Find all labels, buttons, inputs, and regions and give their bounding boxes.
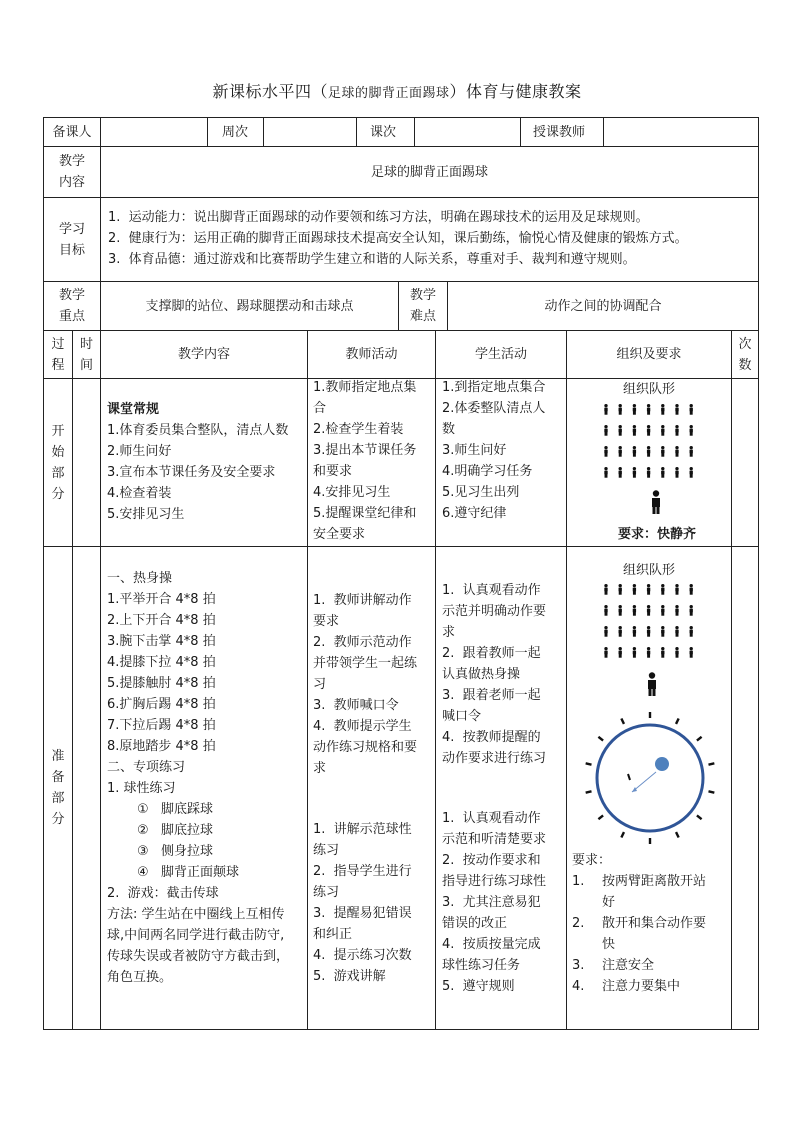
activity-line: 1. 讲解示范球性 — [313, 822, 412, 837]
goal-item: 1. 运动能力：说出脚背正面踢球的动作要领和练习方法，明确在踢球技术的运用及足球规则。 — [108, 210, 649, 225]
phase-char: 部 — [51, 465, 65, 481]
sub-item-text: 侧身拉球 — [161, 844, 214, 859]
student-formation-figure — [600, 582, 700, 664]
activity-line: 练习 — [313, 843, 340, 858]
label-line: 教学 — [58, 154, 85, 169]
phase-start — [44, 379, 72, 546]
student-icon — [633, 404, 636, 415]
student-icon — [675, 605, 678, 616]
col-process — [44, 331, 72, 378]
content-item: 一、热身操 — [107, 571, 173, 586]
activity-line: 1. 认真观看动作 — [442, 583, 541, 598]
prep-teacher-activity-a — [313, 590, 435, 779]
content-item: 8.原地踏步 4*8 拍 — [107, 739, 216, 754]
start-content — [107, 399, 305, 525]
student-icon — [661, 584, 664, 595]
start-formation-grid — [600, 402, 700, 484]
prep-content — [107, 568, 305, 988]
student-marker — [621, 719, 624, 724]
activity-line: 1. 教师讲解动作 — [313, 593, 412, 608]
student-icon — [675, 467, 678, 478]
circle-formation-diagram — [580, 712, 720, 848]
person-icon — [643, 672, 661, 696]
col-line — [207, 117, 208, 146]
content-item: 4.提膝下拉 4*8 拍 — [107, 655, 216, 670]
phase-char: 准 — [51, 749, 65, 764]
col-line — [356, 117, 357, 146]
content-item: 1. 球性练习 — [107, 781, 176, 796]
student-marker — [708, 791, 714, 792]
teacher-figure — [643, 672, 661, 696]
student-icon — [619, 467, 622, 478]
col-content: 教学内容 — [177, 347, 230, 362]
content-item: 5.提膝触肘 4*8 拍 — [107, 676, 216, 691]
col-line — [72, 330, 73, 1029]
student-icon — [661, 425, 664, 436]
student-marker — [586, 791, 592, 792]
activity-line: 5.提醒课堂纪律和 — [313, 506, 417, 521]
student-icon — [690, 647, 693, 658]
student-icon — [604, 584, 607, 595]
start-teacher-activity — [313, 377, 435, 545]
week-label: 周次 — [222, 125, 249, 140]
activity-line: 数 — [442, 422, 456, 437]
activity-line: 动作练习规格和要 — [313, 740, 418, 755]
requirement-num: 4. — [572, 979, 585, 994]
col-line — [758, 117, 759, 1030]
label-line: 学习 — [58, 221, 85, 237]
goal-item: 2. 健康行为：运用正确的脚背正面踢球技术提高安全认知，课后勤练，愉悦心情及健康的锻炼方式。 — [108, 231, 688, 246]
activity-line: 动作要求进行练习 — [442, 751, 547, 766]
content-label — [44, 147, 100, 197]
prep-student-activity-b — [442, 808, 566, 997]
phase-char: 始 — [51, 444, 65, 460]
sub-item-num: ① — [137, 802, 149, 817]
student-icon — [675, 647, 678, 658]
content-item: 7.下拉后踢 4*8 拍 — [107, 718, 216, 733]
requirement-item — [572, 913, 730, 934]
student-icon — [690, 626, 693, 637]
goal-item: 3. 体育品德：通过游戏和比赛帮助学生建立和谐的人际关系，尊重对手、裁判和遵守规则。 — [108, 252, 636, 267]
person-icon — [647, 490, 665, 514]
student-marker — [676, 719, 679, 724]
activity-line: 1.教师指定地点集 — [313, 380, 417, 395]
activity-line: 安全要求 — [313, 527, 366, 542]
student-icon — [633, 584, 636, 595]
sub-item — [107, 799, 305, 820]
student-icon — [647, 425, 650, 436]
content-item: 球,中间两名同学进行截击防守, — [107, 928, 285, 943]
requirement-text: 注意安全 — [602, 958, 655, 973]
student-icon — [604, 425, 607, 436]
label-line: 教学 — [58, 288, 85, 303]
activity-line: 1. 认真观看动作 — [442, 811, 541, 826]
activity-line: 认真做热身操 — [442, 667, 521, 682]
student-icon — [690, 605, 693, 616]
activity-line: 6.遵守纪律 — [442, 506, 507, 521]
student-marker — [697, 737, 702, 741]
phase-char: 分 — [51, 812, 65, 827]
content-item: 5.安排见习生 — [107, 507, 185, 522]
activity-line: 和要求 — [313, 464, 353, 479]
student-icon — [690, 446, 693, 457]
phase-char: 部 — [51, 791, 65, 806]
student-icon — [675, 425, 678, 436]
col-line — [520, 117, 521, 146]
student-marker — [697, 815, 702, 819]
activity-line: 练习 — [313, 885, 340, 900]
student-icon — [647, 446, 650, 457]
activity-line: 习 — [313, 677, 327, 692]
start-student-activity — [442, 377, 566, 524]
student-icon — [619, 446, 622, 457]
student-icon — [690, 404, 693, 415]
student-icon — [633, 467, 636, 478]
prep-formation-grid — [600, 582, 700, 664]
label-line: 过 — [51, 336, 65, 352]
student-icon — [619, 605, 622, 616]
content-item: 1.体育委员集合整队，清点人数 — [107, 423, 289, 438]
requirement-text: 快 — [602, 937, 616, 952]
goals-list — [108, 207, 756, 277]
col-times — [732, 331, 758, 378]
student-icon — [619, 404, 622, 415]
phase-char: 备 — [51, 770, 65, 785]
requirement-item — [572, 955, 730, 976]
col-line — [566, 330, 567, 1029]
requirement-num: 3. — [572, 958, 585, 973]
sub-item-text: 脚底踩球 — [161, 802, 214, 817]
requirement-heading: 要求： — [572, 853, 612, 868]
student-icon — [647, 467, 650, 478]
student-icon — [675, 446, 678, 457]
sub-item-text: 脚背正面颠球 — [161, 865, 240, 880]
requirement-text: 按两臂距离散开站 — [602, 874, 707, 889]
activity-line: 4. 提示练习次数 — [313, 948, 412, 963]
activity-line: 5.见习生出列 — [442, 485, 520, 500]
student-icon — [619, 626, 622, 637]
student-icon — [604, 404, 607, 415]
activity-line: 2. 按动作要求和 — [442, 853, 541, 868]
activity-line: 合 — [313, 401, 327, 416]
student-icon — [675, 404, 678, 415]
content-item: 1.平举开合 4*8 拍 — [107, 592, 216, 607]
student-icon — [619, 584, 622, 595]
phase-char: 开 — [51, 423, 65, 439]
teacher-value — [101, 118, 207, 146]
student-icon — [690, 584, 693, 595]
activity-line: 4.安排见习生 — [313, 485, 391, 500]
student-icon — [661, 446, 664, 457]
col-line — [100, 330, 101, 1029]
student-icon — [661, 404, 664, 415]
student-icon — [604, 626, 607, 637]
student-icon — [647, 626, 650, 637]
content-item: 3.宣布本节课任务及安全要求 — [107, 465, 276, 480]
content-item: 3.腕下击掌 4*8 拍 — [107, 634, 216, 649]
student-icon — [633, 425, 636, 436]
teacher-label: 备课人 — [52, 124, 92, 140]
activity-line: 4. 按教师提醒的 — [442, 730, 541, 745]
student-icon — [647, 647, 650, 658]
content-item: 2.上下开合 4*8 拍 — [107, 613, 216, 628]
col-line — [731, 330, 732, 1029]
content-item: 角色互换。 — [107, 970, 173, 985]
col-line — [307, 330, 308, 1029]
col-line — [435, 330, 436, 1029]
activity-line: 4. 教师提示学生 — [313, 719, 412, 734]
defender-marker — [628, 774, 630, 780]
instructor-label: 授课教师 — [533, 125, 586, 140]
activity-line: 要求 — [313, 614, 340, 629]
activity-line: 2.体委整队清点人 — [442, 401, 546, 416]
col-student: 学生活动 — [474, 347, 527, 362]
activity-line: 3.师生问好 — [442, 443, 507, 458]
student-icon — [633, 647, 636, 658]
student-marker — [598, 737, 603, 741]
week-value — [264, 118, 356, 146]
student-icon — [690, 425, 693, 436]
requirement-text: 好 — [602, 895, 616, 910]
content-item: 2. 游戏：截击传球 — [107, 886, 219, 901]
activity-line: 2. 指导学生进行 — [313, 864, 412, 879]
student-marker — [708, 763, 714, 764]
student-icon — [661, 605, 664, 616]
student-icon — [661, 626, 664, 637]
circle-formation — [580, 712, 720, 848]
keypoint-label — [44, 282, 100, 330]
prep-teacher-activity-b — [313, 819, 435, 987]
activity-line: 4.明确学习任务 — [442, 464, 533, 479]
student-icon — [619, 647, 622, 658]
student-icon — [619, 425, 622, 436]
label-line: 间 — [79, 357, 93, 373]
label-line: 数 — [738, 357, 752, 373]
student-icon — [647, 404, 650, 415]
sub-item-num: ③ — [137, 844, 149, 859]
activity-line: 3.提出本节课任务 — [313, 443, 417, 458]
student-marker — [621, 832, 624, 837]
label-line: 内容 — [58, 175, 85, 190]
activity-line: 喊口令 — [442, 709, 482, 724]
sub-item-num: ② — [137, 823, 149, 838]
phase-char: 分 — [51, 486, 65, 502]
sub-item — [107, 862, 305, 883]
student-icon — [690, 467, 693, 478]
student-icon — [633, 446, 636, 457]
student-icon — [661, 647, 664, 658]
activity-line: 示范和听清楚要求 — [442, 832, 547, 847]
phase-prep — [44, 547, 72, 1029]
activity-line: 3. 尤其注意易犯 — [442, 895, 541, 910]
label-line: 时 — [79, 336, 93, 352]
page-title — [0, 79, 794, 102]
student-icon — [604, 467, 607, 478]
title-part-2: ）体育与健康教案 — [449, 82, 582, 101]
activity-line: 5. 游戏讲解 — [313, 969, 386, 984]
sub-item — [107, 841, 305, 862]
requirement-num: 2. — [572, 916, 585, 931]
activity-line: 示范并明确动作要 — [442, 604, 547, 619]
sub-item-num: ④ — [137, 865, 149, 880]
student-icon — [604, 605, 607, 616]
content-item: 4.检查着装 — [107, 486, 172, 501]
student-marker — [598, 815, 603, 819]
activity-line: 错误的改正 — [442, 916, 508, 931]
requirement-item — [572, 976, 730, 997]
col-time — [73, 331, 100, 378]
prep-student-activity-a — [442, 580, 566, 769]
student-icon — [604, 446, 607, 457]
goals-label — [44, 198, 100, 281]
student-marker — [586, 763, 592, 764]
teacher-figure — [647, 490, 665, 514]
prep-org-title: 组织队形 — [622, 562, 675, 578]
row-line — [43, 197, 759, 198]
label-line: 教学 — [409, 288, 436, 303]
label-line: 目标 — [58, 242, 85, 258]
student-icon — [604, 647, 607, 658]
student-icon — [675, 626, 678, 637]
content-item: 二、专项练习 — [107, 760, 186, 775]
activity-line: 2. 教师示范动作 — [313, 635, 412, 650]
content-item: 2.师生问好 — [107, 444, 172, 459]
prep-requirements — [572, 850, 730, 997]
lesson-label: 课次 — [370, 125, 397, 140]
requirement-item — [572, 871, 730, 892]
content-item: 6.扩胸后踢 4*8 拍 — [107, 697, 216, 712]
student-icon — [675, 584, 678, 595]
activity-line: 2.检查学生着装 — [313, 422, 404, 437]
label-line: 次 — [738, 336, 752, 352]
ball-icon — [655, 757, 669, 771]
instructor-value — [604, 118, 758, 146]
requirement-text: 注意力要集中 — [602, 979, 681, 994]
start-org-title: 组织队形 — [622, 381, 675, 397]
requirement-text: 散开和集合动作要 — [602, 916, 707, 931]
activity-line: 和纠正 — [313, 927, 353, 942]
pass-arrowhead — [632, 787, 637, 792]
student-icon — [647, 584, 650, 595]
title-part-1: 新课标水平四（ — [212, 82, 328, 101]
start-requirement: 要求：快静齐 — [617, 526, 696, 542]
content-item: 方法: 学生站在中圈线上互相传 — [107, 907, 285, 922]
activity-line: 指导进行练习球性 — [442, 874, 547, 889]
activity-line: 3. 跟着老师一起 — [442, 688, 541, 703]
col-org: 组织及要求 — [616, 347, 682, 362]
row-line — [43, 546, 759, 547]
student-formation-figure — [600, 402, 700, 484]
activity-line: 3. 提醒易犯错误 — [313, 906, 412, 921]
center-circle — [597, 725, 703, 831]
label-line: 程 — [51, 357, 65, 373]
lesson-value — [415, 118, 520, 146]
content-heading: 课堂常规 — [107, 402, 160, 417]
activity-line: 求 — [313, 761, 327, 776]
requirement-num: 1. — [572, 874, 585, 889]
activity-line: 5. 遵守规则 — [442, 979, 515, 994]
sub-item — [107, 820, 305, 841]
label-line: 重点 — [58, 309, 85, 324]
title-topic: 足球的脚背正面踢球 — [327, 86, 450, 101]
student-icon — [647, 605, 650, 616]
difficulty-value: 动作之间的协调配合 — [544, 298, 662, 314]
activity-line: 并带领学生一起练 — [313, 656, 418, 671]
label-line: 难点 — [409, 309, 436, 324]
activity-line: 2. 跟着教师一起 — [442, 646, 541, 661]
student-icon — [661, 467, 664, 478]
difficulty-label — [399, 282, 447, 330]
sub-item-text: 脚底拉球 — [161, 823, 214, 838]
keypoint-value: 支撑脚的站位、踢球腿摆动和击球点 — [145, 298, 354, 314]
content-item: 传球失误或者被防守方截击到， — [107, 949, 290, 964]
activity-line: 3. 教师喊口令 — [313, 698, 399, 713]
row-line — [43, 1029, 759, 1030]
activity-line: 4. 按质按量完成 — [442, 937, 541, 952]
content-value: 足球的脚背正面踢球 — [370, 164, 488, 180]
student-icon — [633, 605, 636, 616]
activity-line: 球性练习任务 — [442, 958, 521, 973]
activity-line: 求 — [442, 625, 456, 640]
col-teacher: 教师活动 — [345, 347, 398, 362]
activity-line: 1.到指定地点集合 — [442, 380, 546, 395]
student-marker — [676, 832, 679, 837]
student-icon — [633, 626, 636, 637]
